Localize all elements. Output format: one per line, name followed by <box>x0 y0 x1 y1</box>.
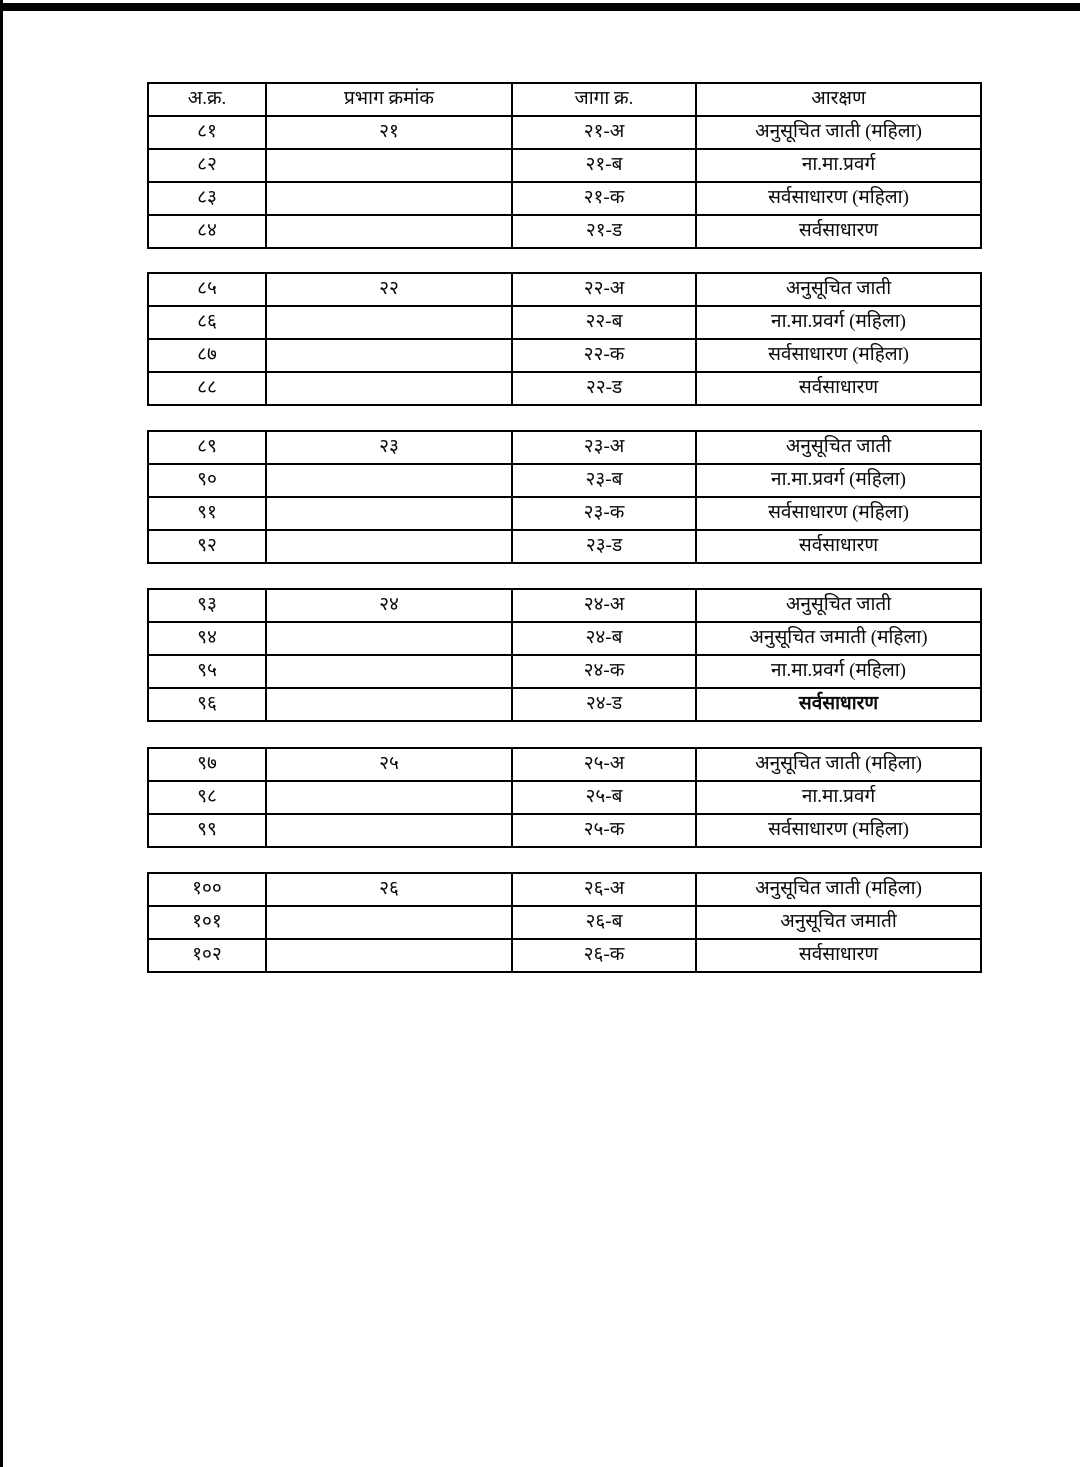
cell-seat-no: २२-ब <box>512 306 696 339</box>
table-row <box>148 306 981 339</box>
reservation-table-ward-24 <box>147 588 982 722</box>
header-seat-no: जागा क्र. <box>512 83 696 116</box>
table-row <box>148 497 981 530</box>
cell-ward-no: २४ <box>266 589 512 622</box>
cell-seat-no: २४-ब <box>512 622 696 655</box>
cell-ward-no <box>266 215 512 248</box>
cell-seat-no: २६-ब <box>512 906 696 939</box>
cell-ward-no <box>266 906 512 939</box>
cell-reservation: सर्वसाधारण (महिला) <box>696 182 981 215</box>
cell-reservation: सर्वसाधारण <box>696 215 981 248</box>
cell-reservation: अनुसूचित जाती <box>696 273 981 306</box>
cell-serial-no: ९४ <box>148 622 266 655</box>
cell-serial-no: १०२ <box>148 939 266 972</box>
cell-ward-no <box>266 306 512 339</box>
table-row <box>148 215 981 248</box>
cell-serial-no: ८७ <box>148 339 266 372</box>
table-row <box>148 116 981 149</box>
table-row <box>148 622 981 655</box>
cell-reservation: ना.मा.प्रवर्ग (महिला) <box>696 306 981 339</box>
cell-seat-no: २३-अ <box>512 431 696 464</box>
cell-reservation: सर्वसाधारण <box>696 688 981 721</box>
cell-serial-no: ९५ <box>148 655 266 688</box>
cell-serial-no: ९३ <box>148 589 266 622</box>
cell-seat-no: २४-अ <box>512 589 696 622</box>
table-row <box>148 464 981 497</box>
cell-ward-no <box>266 781 512 814</box>
table-row <box>148 530 981 563</box>
header-row <box>148 83 981 116</box>
table-row <box>148 372 981 405</box>
cell-seat-no: २१-ब <box>512 149 696 182</box>
table-header <box>148 83 981 116</box>
scan-top-edge <box>0 3 1080 11</box>
cell-serial-no: ८५ <box>148 273 266 306</box>
cell-seat-no: २४-ड <box>512 688 696 721</box>
cell-reservation: अनुसूचित जाती <box>696 431 981 464</box>
cell-seat-no: २५-क <box>512 814 696 847</box>
cell-ward-no: २५ <box>266 748 512 781</box>
table-row <box>148 688 981 721</box>
cell-ward-no: २३ <box>266 431 512 464</box>
header-reservation: आरक्षण <box>696 83 981 116</box>
cell-ward-no <box>266 655 512 688</box>
cell-seat-no: २३-क <box>512 497 696 530</box>
cell-serial-no: ९९ <box>148 814 266 847</box>
cell-reservation: अनुसूचित जमाती <box>696 906 981 939</box>
reservation-table-ward-26 <box>147 872 982 973</box>
cell-serial-no: १०१ <box>148 906 266 939</box>
cell-reservation: अनुसूचित जाती <box>696 589 981 622</box>
cell-ward-no <box>266 497 512 530</box>
cell-reservation: ना.मा.प्रवर्ग <box>696 781 981 814</box>
cell-serial-no: ८८ <box>148 372 266 405</box>
cell-ward-no: २६ <box>266 873 512 906</box>
cell-reservation: सर्वसाधारण (महिला) <box>696 497 981 530</box>
header-serial-no: अ.क्र. <box>148 83 266 116</box>
cell-ward-no <box>266 939 512 972</box>
cell-seat-no: २६-अ <box>512 873 696 906</box>
cell-serial-no: ८४ <box>148 215 266 248</box>
cell-serial-no: ८१ <box>148 116 266 149</box>
cell-seat-no: २३-ब <box>512 464 696 497</box>
cell-seat-no: २२-अ <box>512 273 696 306</box>
cell-ward-no <box>266 372 512 405</box>
table-row <box>148 873 981 906</box>
cell-serial-no: ९१ <box>148 497 266 530</box>
table-row <box>148 655 981 688</box>
cell-reservation: अनुसूचित जाती (महिला) <box>696 873 981 906</box>
cell-serial-no: ८६ <box>148 306 266 339</box>
reservation-table-ward-23 <box>147 430 982 564</box>
cell-ward-no <box>266 464 512 497</box>
cell-seat-no: २४-क <box>512 655 696 688</box>
cell-seat-no: २२-क <box>512 339 696 372</box>
tables-container <box>147 82 980 982</box>
header-ward-no: प्रभाग क्रमांक <box>266 83 512 116</box>
cell-serial-no: ८९ <box>148 431 266 464</box>
cell-seat-no: २५-अ <box>512 748 696 781</box>
cell-reservation: ना.मा.प्रवर्ग (महिला) <box>696 655 981 688</box>
cell-seat-no: २२-ड <box>512 372 696 405</box>
cell-serial-no: ९२ <box>148 530 266 563</box>
cell-seat-no: २१-अ <box>512 116 696 149</box>
cell-seat-no: २३-ड <box>512 530 696 563</box>
table-row <box>148 589 981 622</box>
table-row <box>148 431 981 464</box>
cell-seat-no: २१-क <box>512 182 696 215</box>
table-row <box>148 906 981 939</box>
reservation-table-ward-25 <box>147 747 982 848</box>
cell-seat-no: २६-क <box>512 939 696 972</box>
cell-ward-no: २१ <box>266 116 512 149</box>
cell-ward-no: २२ <box>266 273 512 306</box>
cell-serial-no: ९० <box>148 464 266 497</box>
reservation-table-ward-21 <box>147 82 982 249</box>
table-row <box>148 149 981 182</box>
reservation-table-ward-22 <box>147 272 982 406</box>
table-row <box>148 748 981 781</box>
cell-reservation: अनुसूचित जाती (महिला) <box>696 116 981 149</box>
cell-reservation: सर्वसाधारण <box>696 939 981 972</box>
scan-left-edge <box>0 0 3 1467</box>
cell-reservation: सर्वसाधारण (महिला) <box>696 339 981 372</box>
cell-reservation: अनुसूचित जमाती (महिला) <box>696 622 981 655</box>
cell-serial-no: ९८ <box>148 781 266 814</box>
cell-seat-no: २५-ब <box>512 781 696 814</box>
cell-ward-no <box>266 622 512 655</box>
cell-ward-no <box>266 688 512 721</box>
cell-reservation: ना.मा.प्रवर्ग (महिला) <box>696 464 981 497</box>
cell-ward-no <box>266 530 512 563</box>
cell-ward-no <box>266 339 512 372</box>
cell-serial-no: ९७ <box>148 748 266 781</box>
table-row <box>148 339 981 372</box>
cell-ward-no <box>266 814 512 847</box>
table-row <box>148 781 981 814</box>
cell-reservation: सर्वसाधारण <box>696 372 981 405</box>
cell-reservation: सर्वसाधारण (महिला) <box>696 814 981 847</box>
cell-reservation: अनुसूचित जाती (महिला) <box>696 748 981 781</box>
table-row <box>148 273 981 306</box>
cell-serial-no: ९६ <box>148 688 266 721</box>
cell-ward-no <box>266 149 512 182</box>
cell-ward-no <box>266 182 512 215</box>
cell-serial-no: ८२ <box>148 149 266 182</box>
cell-serial-no: १०० <box>148 873 266 906</box>
table-row <box>148 939 981 972</box>
cell-serial-no: ८३ <box>148 182 266 215</box>
cell-seat-no: २१-ड <box>512 215 696 248</box>
cell-reservation: सर्वसाधारण <box>696 530 981 563</box>
cell-reservation: ना.मा.प्रवर्ग <box>696 149 981 182</box>
table-row <box>148 182 981 215</box>
table-row <box>148 814 981 847</box>
